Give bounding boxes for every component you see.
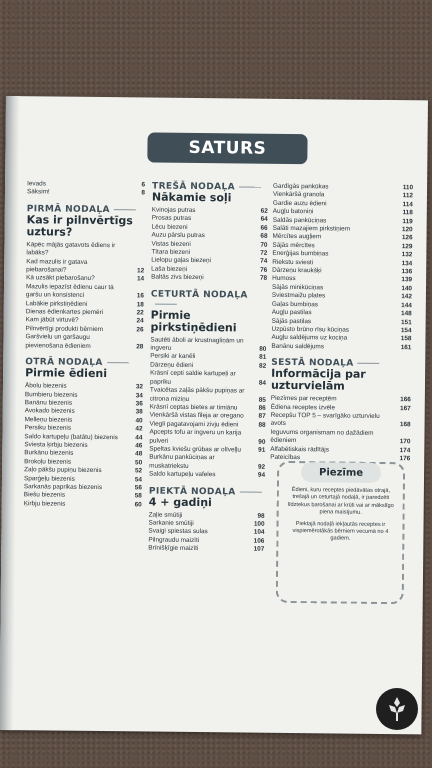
toc-entry-title: Tītara biezeni — [151, 248, 191, 256]
page-title: SATURS — [188, 137, 267, 159]
toc-entry-title: Sājās pastilas — [271, 317, 312, 325]
toc-entry — [271, 412, 411, 430]
chapter-6-list — [270, 395, 411, 464]
toc-entry-title: Persiku biezenis — [24, 424, 72, 432]
toc-entry-page: 148 — [401, 310, 412, 318]
leaf-logo-icon — [376, 688, 418, 730]
toc-entry-page: 100 — [253, 520, 265, 528]
toc-entry-page: 107 — [253, 545, 265, 553]
chapter-label: SESTĀ NODAĻA — [271, 358, 411, 369]
toc-entry — [150, 370, 266, 388]
toc-entry-title: Sāksim! — [26, 188, 50, 196]
toc-entry-title: Lielopu gaļas biezeņi — [151, 256, 212, 265]
leaf-logo-icon-shape — [385, 695, 409, 723]
toc-entry-title: Saldo kartupeļu (batātu) biezenis — [24, 432, 118, 441]
toc-entry-page: 140 — [401, 285, 413, 293]
toc-entry-page: 50 — [135, 459, 143, 467]
toc-entry-title: Melleņu biezenis — [24, 415, 73, 424]
chapter-title: Kas ir pilnvērtīgs uzturs? — [26, 213, 133, 239]
toc-entry-page: 64 — [260, 216, 268, 224]
toc-entry-title: Vistas biezeni — [151, 240, 191, 248]
toc-entry-title: Dārzeņu kraukšķi — [272, 266, 322, 275]
toc-entry-title: Salāti mazajiem pirkstiņiem — [272, 224, 351, 233]
toc-entry-title: Riekstu sviesti — [272, 258, 314, 266]
toc-entry-page: 84 — [258, 379, 267, 387]
toc-entry-title: Banānu saldējums — [271, 342, 325, 351]
toc-entry-title: Zaļo pākšu pupiņu biezenis — [24, 466, 102, 475]
chapter-3-heading — [152, 182, 268, 205]
toc-entry-title: Sparģeļu biezenis — [23, 474, 75, 483]
toc-entry-title: Augļu pastilas — [271, 308, 312, 317]
toc-entry-title: Garšvielu un garšaugu pievienošana ēdieniem — [25, 333, 91, 350]
note-paragraph-1: Ēdieni, kuru receptes piedāvātas otrajā, trešajā un ceturtajā nodaļā, ir paredzēti līdztekus barošanai ar krūti vai ar mākslīgo piena maisījumu. — [287, 487, 394, 516]
toc-entry-title: Burkānu biezenis — [24, 449, 74, 458]
toc-entry-page: 170 — [399, 438, 411, 446]
toc-entry-title: Dārzeņu ēdieni — [150, 361, 194, 369]
toc-entry-page: 58 — [134, 492, 142, 500]
toc-entry-page: 98 — [257, 512, 265, 520]
contents-header — [147, 132, 307, 164]
chapter-label: TREŠĀ NODAĻA — [152, 182, 268, 193]
toc-entry-page: 16 — [136, 292, 144, 300]
toc-entry-page: 144 — [401, 301, 412, 309]
toc-entry-page: 92 — [257, 463, 266, 471]
toc-entry-page: 151 — [400, 318, 412, 326]
toc-entry-title: Sarkanās paprikas biezenis — [23, 483, 103, 491]
toc-entry-page: 62 — [260, 207, 268, 215]
toc-entry-title: Uzpūsto brūno rīsu kūciņas — [271, 325, 350, 334]
toc-entry-page: 18 — [136, 301, 144, 309]
toc-entry-title: Svaigi spiestas sulas — [148, 527, 208, 536]
toc-entry-page: 48 — [135, 450, 143, 458]
toc-entry-title: Avokado biezenis — [24, 407, 75, 416]
toc-entry-page: 161 — [400, 343, 412, 351]
toc-entry-page: 94 — [257, 471, 266, 479]
chapter-2-list — [24, 382, 143, 509]
toc-entry — [26, 241, 144, 259]
toc-entry-page: 119 — [402, 217, 413, 225]
chapter-5-heading — [149, 486, 265, 509]
toc-entry-page: 142 — [401, 293, 412, 301]
toc-entry-title: Apcepts tofu ar ingveru un karija pulveri — [149, 428, 242, 445]
toc-entry-page: 91 — [258, 446, 266, 454]
toc-entry-page: 176 — [399, 455, 411, 463]
toc-entry-page: 136 — [401, 268, 413, 276]
toc-entry-page: 78 — [259, 274, 268, 282]
toc-entry-title: Mazulis iepazīst ēdienu caur tā garšu un konsistenci — [25, 283, 114, 300]
toc-entry-page: 54 — [134, 475, 143, 484]
toc-column-1 — [24, 180, 145, 509]
toc-entry-title: Sviesta ķirbju biezenis — [24, 441, 88, 449]
toc-entry-page: 36 — [135, 400, 143, 408]
chapter-label: OTRĀ NODAĻA — [25, 357, 143, 368]
toc-entry-title: Ābolu biezenis — [24, 382, 67, 390]
toc-entry-page: 167 — [400, 404, 411, 412]
toc-entry-page: 70 — [260, 241, 268, 249]
chapter-label: PIRMĀ NODAĻA — [27, 204, 145, 215]
toc-entry-page: 129 — [401, 242, 413, 251]
toc-entry-page: 88 — [258, 421, 266, 429]
toc-entry-page: 126 — [401, 234, 413, 242]
toc-entry-title: Laša biezeņi — [151, 265, 188, 273]
toc-entry-title: Ieguvums organismam no dažādiem ēdieniem — [270, 428, 374, 445]
toc-entry-page: 26 — [136, 326, 144, 334]
toc-entry-title: Brīnišķīgie maizīti — [148, 544, 199, 553]
toc-entry-page: 166 — [400, 396, 411, 404]
toc-entry-title: Saldās pankūciņas — [272, 216, 327, 224]
toc-entry-page: 8 — [141, 189, 146, 197]
toc-entry-title: Sājās minikūciņas — [271, 283, 324, 292]
toc-entry-title: Vienkāršā granola — [272, 191, 325, 199]
toc-entry — [270, 429, 410, 447]
toc-entry-title: Ķirbju biezenis — [23, 499, 66, 508]
chapter-2-heading — [25, 357, 143, 380]
toc-entry-page: 139 — [401, 276, 413, 284]
toc-entry-title: Baltās zivs biezeņi — [151, 273, 204, 282]
toc-entry-title: Dienas ēdienkartes piemēri — [25, 308, 104, 317]
toc-entry-page: 82 — [259, 362, 267, 370]
toc-entry-page: 44 — [135, 433, 143, 441]
toc-entry — [149, 471, 265, 481]
chapter-4-heading — [151, 289, 267, 334]
toc-entry-title: Saldo kartupeļu vafeles — [149, 470, 216, 479]
toc-entry-page: 28 — [136, 343, 144, 351]
chapter-1-heading — [27, 204, 145, 239]
toc-entry-title: Lēcu biezeni — [151, 223, 188, 231]
toc-entry-title: Tvaicētas zaļās pākšu pupiņas ar citrona miziņu — [149, 386, 245, 403]
toc-entry-page: 134 — [401, 259, 413, 267]
toc-entry-page: 118 — [402, 209, 413, 217]
toc-entry-page: 86 — [258, 404, 266, 412]
toc-column-2 — [148, 182, 268, 555]
note-title: Piezīme — [301, 462, 381, 483]
toc-entry-title: Zaļie smūtiji — [148, 511, 183, 519]
toc-entry-title: Sājās mērcītes — [272, 241, 315, 250]
toc-column-3 — [270, 183, 413, 464]
toc-entry-title: Kvinojas putras — [151, 206, 196, 214]
chapter-title: Pirmie pirkstiņēdieni — [150, 308, 237, 335]
toc-entry-title: Pilnvērtīgi produkti bērniem — [25, 325, 104, 333]
toc-entry-title: Kam jābūt virtuvē? — [25, 316, 79, 325]
toc-entry-title: Krāsnī ceptas bietes ar timiānu — [149, 403, 238, 412]
toc-entry-title: Prosas putras — [151, 214, 192, 223]
toc-entry-title: Mērcītes augļiem — [272, 233, 322, 241]
toc-entry-title: Sviestmaižu plates — [271, 292, 326, 300]
toc-entry-title: Gardie auzu ēdieni — [272, 199, 327, 208]
toc-entry-page: 76 — [260, 266, 268, 274]
toc-entry-title: Burkānu pankūciņas ar muskatriekstu — [149, 453, 215, 470]
toc-entry-page: 90 — [258, 438, 266, 446]
toc-entry-page: 40 — [135, 417, 143, 425]
toc-entry-title: Kā uzsākt piebarošanu? — [26, 274, 95, 283]
toc-entry-page: 14 — [136, 275, 145, 283]
toc-entry-title: Enerģijas bumbiņas — [272, 250, 329, 258]
toc-entry-title: Kad mazulis ir gatava piebarošanai? — [26, 257, 88, 274]
toc-entry-page: 120 — [401, 226, 413, 234]
toc-entry-page: 112 — [402, 192, 414, 200]
toc-entry-page: 56 — [134, 484, 142, 492]
toc-entry-page: 81 — [259, 354, 267, 362]
chapter-3-list — [151, 207, 268, 284]
toc-entry-title: Krāsnī cepti saldie kartupeļi ar papriku — [149, 369, 236, 386]
toc-entry-title: Speltas kviešu grūbas ar olīveļļu — [149, 445, 241, 454]
chapter-5-continued-list — [271, 183, 413, 353]
toc-entry — [271, 343, 411, 353]
chapter-6-heading — [271, 358, 411, 393]
toc-entry — [149, 454, 265, 472]
toc-entry — [151, 274, 267, 284]
toc-entry-page: 114 — [402, 200, 413, 209]
toc-entry-page: 32 — [135, 383, 143, 391]
toc-entry-title: Humoss — [272, 275, 296, 283]
toc-entry — [26, 258, 144, 276]
book-spine — [0, 96, 20, 730]
toc-entry-title: Ievads — [27, 180, 46, 188]
chapter-1-list — [25, 241, 144, 352]
toc-entry-title: Gaļas bumbiņas — [271, 300, 319, 308]
toc-entry-page: 110 — [402, 184, 414, 192]
toc-entry-title: Sautēti āboli ar krustnagliņām un ingveru — [150, 336, 244, 352]
toc-entry-title: Ēdiena receptes izvēle — [270, 403, 336, 411]
toc-entry-title: Kāpēc mājās gatavots ēdiens ir labāks? — [26, 241, 116, 257]
toc-entry-title: Pateicības — [270, 453, 301, 462]
toc-entry — [25, 333, 143, 351]
toc-entry-page: 174 — [399, 446, 411, 454]
toc-entry-page: 34 — [135, 391, 143, 399]
toc-entry-page: 12 — [137, 267, 145, 275]
toc-entry-title: Auzu pārslu putras — [151, 231, 205, 240]
toc-entry-page: 24 — [136, 317, 144, 325]
toc-entry — [150, 336, 266, 354]
toc-entry — [149, 429, 265, 447]
toc-entry — [24, 500, 142, 510]
toc-entry-page: 104 — [253, 528, 265, 537]
chapter-label: PIEKTĀ NODAĻA — [149, 486, 265, 497]
chapter-title: 4 + gadiņi — [148, 495, 212, 509]
toc-entry-page: 68 — [260, 232, 268, 240]
chapter-label: CETURTĀ NODAĻA — [151, 289, 267, 310]
book-page — [0, 96, 428, 734]
toc-entry-page: 85 — [258, 396, 266, 404]
toc-entry — [26, 283, 144, 301]
toc-entry-title: Labākie pirkstiņēdieni — [25, 299, 88, 308]
chapter-5-list — [148, 511, 264, 554]
toc-entry — [27, 189, 145, 199]
toc-entry-page: 38 — [135, 408, 143, 416]
chapter-4-list — [149, 336, 266, 480]
toc-entry-page: 154 — [400, 327, 412, 335]
toc-entry-title: Vienkāršā vistas fileja ar oregano — [149, 411, 244, 420]
toc-entry-title: Sarkanie smūtiji — [148, 519, 194, 527]
toc-entry-title: Augļu saldējums uz kociņa — [271, 334, 348, 342]
toc-entry-page: 74 — [260, 258, 268, 266]
toc-entry-title: Bumbieru biezenis — [24, 390, 78, 399]
toc-entry-page: 80 — [259, 345, 267, 353]
note-box — [276, 461, 405, 604]
toc-entry-page: 22 — [136, 309, 144, 317]
toc-entry-title: Piezīmes par receptēm — [270, 394, 337, 403]
toc-entry-page: 60 — [134, 501, 142, 509]
toc-entry-page: 66 — [260, 224, 268, 232]
intro-list — [27, 180, 145, 198]
chapter-title: Informācija par uzturvielām — [270, 366, 366, 393]
toc-entry-title: Alfabētiskais rādītājs — [270, 445, 329, 453]
chapter-title: Nākamie soļi — [151, 190, 232, 205]
toc-entry-title: Viegli pagatavojami zivju ēdieni — [149, 420, 239, 429]
toc-entry-page: 46 — [135, 442, 143, 450]
toc-entry-title: Augļu batoniņi — [272, 208, 314, 216]
toc-entry-page: 87 — [258, 412, 266, 421]
toc-entry-page: 106 — [253, 537, 265, 545]
toc-entry — [150, 387, 266, 405]
toc-entry-page: 72 — [260, 249, 268, 257]
toc-entry-title: Persiki ar kanēli — [150, 352, 196, 361]
toc-entry-page: 42 — [135, 425, 143, 433]
toc-entry-title: Brokoļu biezenis — [24, 457, 72, 466]
toc-entry-title: Banānu biezenis — [24, 399, 73, 407]
toc-entry-page: 168 — [399, 421, 411, 429]
toc-entry-title: Recepšu TOP 5 – svarīgāko uzturvielu avots — [270, 411, 380, 428]
chapter-title: Pirmie ēdieni — [25, 366, 108, 381]
toc-entry — [148, 545, 264, 555]
toc-entry-page: 52 — [134, 467, 143, 475]
toc-entry-page: 158 — [400, 335, 412, 343]
toc-entry-title: Pilngraudu maizīti — [148, 536, 200, 544]
note-paragraph-2: Piektajā nodaļā iekļautās receptes ir vispiemērotākās bērniem vecumā no 4 gadiem. — [292, 520, 389, 543]
toc-entry-page: 132 — [401, 251, 413, 259]
toc-entry-title: Biešu biezenis — [23, 491, 66, 500]
toc-entry-page: 6 — [141, 181, 146, 189]
toc-entry-title: Gardīgās pankūkas — [273, 182, 329, 191]
